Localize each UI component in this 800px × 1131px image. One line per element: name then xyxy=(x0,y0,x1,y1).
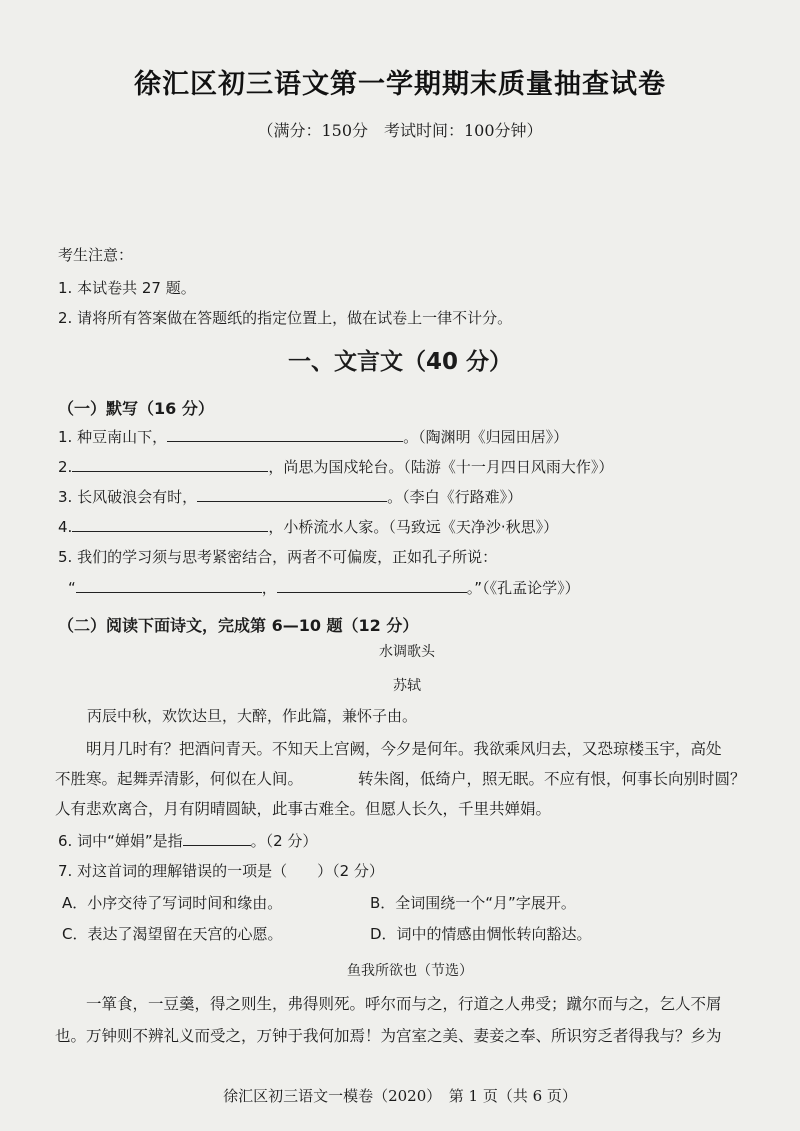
q4-suffix: ，小桥流水人家。（马致远《天净沙·秋思》） xyxy=(268,518,559,536)
poem-preface: 丙辰中秋，欢饮达旦，大醉，作此篇，兼怀子由。 xyxy=(87,707,418,725)
poem-line: 明月几时有？把酒问青天。不知天上宫阙，今夕是何年。我欲乘风归去，又恐琼楼玉宇，高处 xyxy=(86,740,722,758)
q4-answer-blank[interactable] xyxy=(72,517,268,532)
notice-heading: 考生注意： xyxy=(58,246,134,264)
q1-prefix: 1. 种豆南山下， xyxy=(58,428,168,446)
q3-prefix: 3. 长风破浪会有时， xyxy=(58,488,198,506)
passage-line: 也。万钟则不辨礼义而受之，万钟于我何加焉！为宫室之美、妻妾之奉、所识穷乏者得我与？乡为 xyxy=(55,1027,722,1045)
poem-line: 转朱阁，低绮户，照无眠。不应有恨，何事长向别时圆？ xyxy=(358,770,746,788)
q5-open-quote: “ xyxy=(68,579,76,597)
q3-answer-blank[interactable] xyxy=(197,487,387,502)
question-3 xyxy=(58,486,522,507)
exam-subtitle: （满分：150分 考试时间：100分钟） xyxy=(257,121,543,140)
question-5: 5. 我们的学习须与思考紧密结合，两者不可偏废，正如孔子所说： xyxy=(58,548,498,566)
question-6 xyxy=(58,830,317,851)
q2-answer-blank[interactable] xyxy=(72,457,268,472)
q2-prefix: 2. xyxy=(58,458,73,476)
part2-heading: （二）阅读下面诗文，完成第 6—10 题（12 分） xyxy=(58,616,419,635)
q1-answer-blank[interactable] xyxy=(167,427,403,442)
q6-prefix: 6. 词中“婵娟”是指 xyxy=(58,832,183,850)
q1-suffix: 。（陶渊明《归园田居》） xyxy=(403,428,569,446)
notice-item-2: 2. 请将所有答案做在答题纸的指定位置上，做在试卷上一律不计分。 xyxy=(58,309,513,327)
q4-prefix: 4. xyxy=(58,518,73,536)
poem-title: 水调歌头 xyxy=(379,644,435,660)
q2-suffix: ，尚思为国戍轮台。（陆游《十一月四日风雨大作》） xyxy=(268,458,614,476)
exam-title: 徐汇区初三语文第一学期期末质量抽查试卷 xyxy=(134,69,666,100)
question-1 xyxy=(58,426,568,447)
q7-option-b[interactable]: B．全词围绕一个“月”字展开。 xyxy=(370,894,576,912)
passage-title: 鱼我所欲也（节选） xyxy=(347,963,473,979)
poem-line: 人有悲欢离合，月有阴晴圆缺，此事古难全。但愿人长久，千里共婵娟。 xyxy=(55,800,552,818)
q5-comma: ， xyxy=(261,579,277,597)
q6-answer-blank[interactable] xyxy=(183,831,251,846)
page-footer: 徐汇区初三语文一模卷（2020） 第 1 页（共 6 页） xyxy=(223,1087,577,1105)
part1-heading: （一）默写（16 分） xyxy=(58,399,214,418)
q5-answer-blank-1[interactable] xyxy=(76,578,262,593)
q3-suffix: 。（李白《行路难》） xyxy=(387,488,523,506)
poem-line: 不胜寒。起舞弄清影，何似在人间。 xyxy=(55,770,304,788)
question-7: 7. 对这首词的理解错误的一项是（ ）（2 分） xyxy=(58,862,384,880)
q6-suffix: 。（2 分） xyxy=(250,832,318,850)
question-2 xyxy=(58,456,613,477)
question-5-blanks xyxy=(68,577,580,598)
section-title: 一、文言文（40 分） xyxy=(287,349,512,375)
notice-item-1: 1. 本试卷共 27 题。 xyxy=(58,279,196,297)
q7-option-a[interactable]: A．小序交待了写词时间和缘由。 xyxy=(62,894,283,912)
passage-line: 一箪食，一豆羹，得之则生，弗得则死。呼尔而与之，行道之人弗受；蹴尔而与之，乞人不屑 xyxy=(86,995,722,1013)
poem-author: 苏轼 xyxy=(393,678,421,694)
q5-answer-blank-2[interactable] xyxy=(277,578,467,593)
q7-option-c[interactable]: C．表达了渴望留在天宫的心愿。 xyxy=(62,925,283,943)
q5-suffix: 。”（《孔孟论学》） xyxy=(466,579,580,597)
question-4 xyxy=(58,516,558,537)
q7-option-d[interactable]: D．词中的情感由惆怅转向豁达。 xyxy=(370,925,592,943)
